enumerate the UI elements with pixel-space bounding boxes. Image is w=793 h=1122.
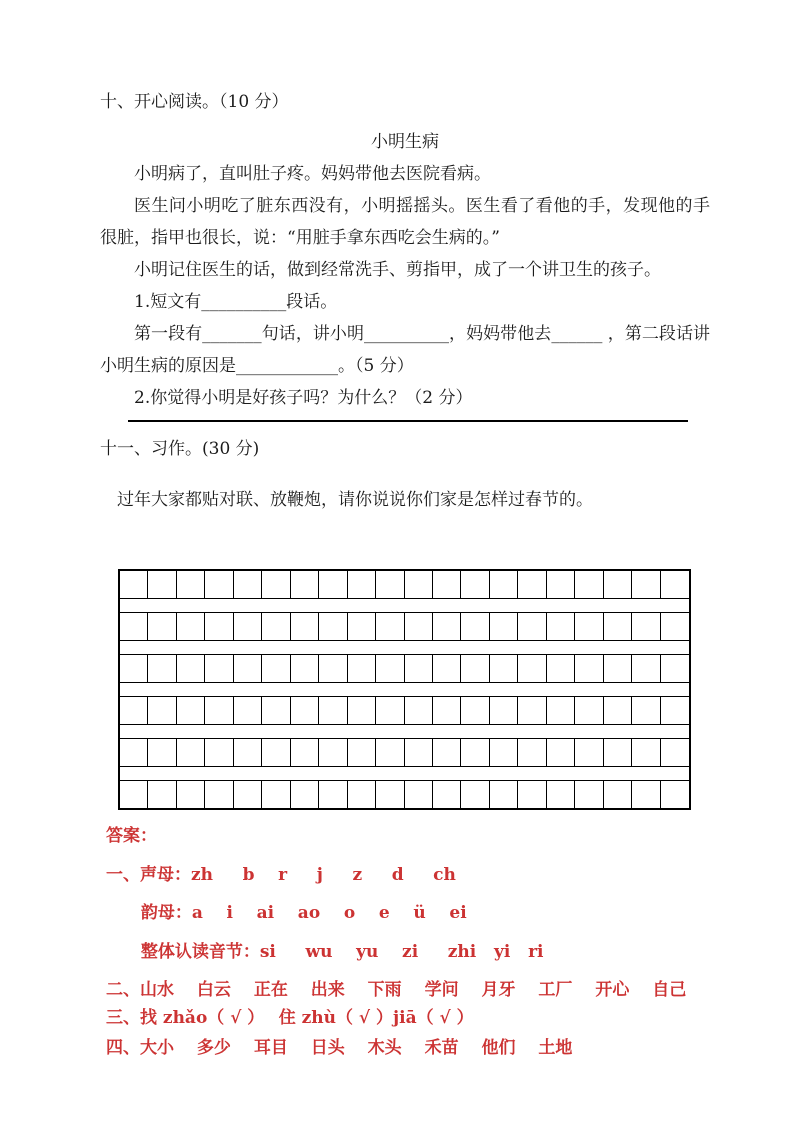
grid-cell (376, 781, 404, 808)
grid-cell (376, 571, 404, 598)
answer-line-syllables: 整体认读音节：si wu yu zi zhi yi ri (140, 942, 544, 962)
grid-cell (148, 781, 176, 808)
grid-cell (177, 739, 205, 766)
grid-cell (575, 739, 603, 766)
grid-cell (405, 613, 433, 640)
grid-cell (575, 781, 603, 808)
grid-cell (348, 571, 376, 598)
grid-row (120, 739, 689, 766)
grid-cell (518, 739, 546, 766)
grid-cell (518, 781, 546, 808)
grid-cell (120, 697, 148, 724)
grid-cell (575, 697, 603, 724)
grid-cell (319, 571, 347, 598)
grid-cell (376, 613, 404, 640)
grid-cell (291, 571, 319, 598)
grid-cell (405, 655, 433, 682)
grid-cell (177, 697, 205, 724)
grid-cell (433, 571, 461, 598)
grid-cell (262, 739, 290, 766)
grid-cell (461, 781, 489, 808)
grid-cell (405, 697, 433, 724)
grid-cell (490, 655, 518, 682)
grid-cell (348, 739, 376, 766)
grid-cell (661, 613, 689, 640)
grid-cell (604, 571, 632, 598)
grid-cell (405, 739, 433, 766)
question-1-sub: 第一段有_______句话，讲小明__________，妈妈带他去______ ，第二段话讲小明生病的原因是____________。（5 分） (100, 324, 710, 376)
grid-cell (177, 781, 205, 808)
answer-key-section (106, 822, 710, 1062)
grid-cell (234, 739, 262, 766)
grid-cell (604, 739, 632, 766)
reading-section-heading: 十、开心阅读。（10 分） (100, 92, 289, 112)
grid-cell (234, 613, 262, 640)
grid-cell (632, 655, 660, 682)
grid-cell (461, 697, 489, 724)
grid-cell (234, 571, 262, 598)
grid-cell (291, 613, 319, 640)
writing-prompt: 过年大家都贴对联、放鞭炮，请你说说你们家是怎样过春节的。 (117, 490, 593, 510)
grid-cell (348, 697, 376, 724)
grid-cell (177, 655, 205, 682)
grid-row (120, 613, 689, 640)
answer-rule-line (128, 420, 688, 422)
grid-cell (632, 613, 660, 640)
grid-spacer-band (120, 682, 689, 697)
grid-cell (490, 739, 518, 766)
grid-cell (547, 655, 575, 682)
answer-line-word-pairs: 四、大小 多少 耳目 日头 木头 禾苗 他们 土地 (106, 1038, 573, 1058)
grid-cell (177, 571, 205, 598)
grid-cell (490, 697, 518, 724)
grid-row (120, 655, 689, 682)
answer-line-initials: 一、声母：zh b r j z d ch (106, 865, 456, 885)
grid-row (120, 781, 689, 808)
grid-cell (604, 781, 632, 808)
question-2: 2.你觉得小明是好孩子吗？为什么？（2 分） (134, 388, 473, 408)
grid-cell (405, 781, 433, 808)
grid-cell (518, 655, 546, 682)
grid-cell (461, 655, 489, 682)
grid-cell (547, 697, 575, 724)
passage-paragraph-2: 医生问小明吃了脏东西没有，小明摇摇头。医生看了看他的手，发现他的手很脏，指甲也很长，说：“用脏手拿东西吃会生病的。” (100, 196, 710, 248)
grid-cell (661, 571, 689, 598)
grid-cell (348, 655, 376, 682)
grid-cell (461, 613, 489, 640)
grid-cell (518, 571, 546, 598)
grid-cell (376, 655, 404, 682)
grid-cell (291, 697, 319, 724)
grid-cell (205, 739, 233, 766)
answer-key-label: 答案： (106, 826, 157, 846)
grid-cell (433, 613, 461, 640)
grid-cell (661, 697, 689, 724)
grid-spacer-band (120, 598, 689, 613)
grid-cell (518, 613, 546, 640)
grid-cell (120, 781, 148, 808)
grid-cell (433, 781, 461, 808)
grid-spacer-band (120, 766, 689, 781)
grid-spacer-band (120, 724, 689, 739)
grid-cell (348, 781, 376, 808)
grid-cell (405, 571, 433, 598)
passage-paragraph-1: 小明病了，直叫肚子疼。妈妈带他去医院看病。 (134, 164, 491, 184)
grid-cell (291, 739, 319, 766)
grid-cell (120, 655, 148, 682)
writing-section-heading: 十一、习作。(30 分) (100, 439, 260, 459)
grid-cell (319, 781, 347, 808)
grid-cell (661, 739, 689, 766)
grid-cell (205, 697, 233, 724)
grid-cell (148, 655, 176, 682)
question-1: 1.短文有__________段话。 (134, 292, 338, 312)
grid-cell (205, 571, 233, 598)
grid-cell (518, 697, 546, 724)
grid-cell (632, 739, 660, 766)
grid-cell (262, 571, 290, 598)
grid-cell (604, 655, 632, 682)
grid-cell (461, 571, 489, 598)
grid-cell (120, 571, 148, 598)
grid-cell (604, 697, 632, 724)
grid-cell (547, 571, 575, 598)
grid-cell (547, 739, 575, 766)
grid-cell (632, 781, 660, 808)
grid-row (120, 571, 689, 598)
grid-cell (205, 781, 233, 808)
passage-title: 小明生病 (371, 132, 439, 152)
grid-cell (632, 571, 660, 598)
grid-cell (348, 613, 376, 640)
grid-row (120, 697, 689, 724)
grid-cell (604, 613, 632, 640)
grid-cell (291, 655, 319, 682)
grid-cell (575, 613, 603, 640)
composition-grid (118, 569, 691, 810)
grid-cell (262, 655, 290, 682)
grid-cell (148, 571, 176, 598)
passage-paragraph-3: 小明记住医生的话，做到经常洗手、剪指甲，成了一个讲卫生的孩子。 (134, 260, 661, 280)
grid-cell (120, 613, 148, 640)
grid-cell (461, 739, 489, 766)
grid-cell (205, 613, 233, 640)
grid-cell (262, 697, 290, 724)
grid-cell (575, 655, 603, 682)
grid-cell (433, 697, 461, 724)
answer-line-words: 二、山水 白云 正在 出来 下雨 学问 月牙 工厂 开心 自己 (106, 980, 687, 1000)
grid-cell (234, 697, 262, 724)
grid-cell (177, 613, 205, 640)
grid-cell (120, 739, 148, 766)
grid-cell (319, 613, 347, 640)
grid-cell (661, 655, 689, 682)
grid-cell (376, 697, 404, 724)
grid-cell (433, 655, 461, 682)
grid-cell (148, 613, 176, 640)
grid-cell (234, 655, 262, 682)
grid-cell (376, 739, 404, 766)
grid-cell (234, 781, 262, 808)
grid-cell (319, 739, 347, 766)
grid-cell (490, 571, 518, 598)
grid-cell (632, 697, 660, 724)
grid-cell (547, 781, 575, 808)
grid-cell (490, 613, 518, 640)
grid-cell (262, 613, 290, 640)
grid-cell (262, 781, 290, 808)
grid-cell (433, 739, 461, 766)
answer-line-checkmarks: 三、找 zhǎo（ √ ） 住 zhù（ √ ）jiā（ √ ） (106, 1008, 474, 1028)
grid-cell (148, 697, 176, 724)
grid-cell (547, 613, 575, 640)
grid-cell (490, 781, 518, 808)
grid-cell (291, 781, 319, 808)
grid-cell (148, 739, 176, 766)
answer-line-finals: 韵母：a i ai ao o e ü ei (140, 903, 467, 923)
grid-cell (575, 571, 603, 598)
grid-cell (661, 781, 689, 808)
grid-cell (319, 697, 347, 724)
grid-cell (319, 655, 347, 682)
grid-cell (205, 655, 233, 682)
grid-spacer-band (120, 640, 689, 655)
